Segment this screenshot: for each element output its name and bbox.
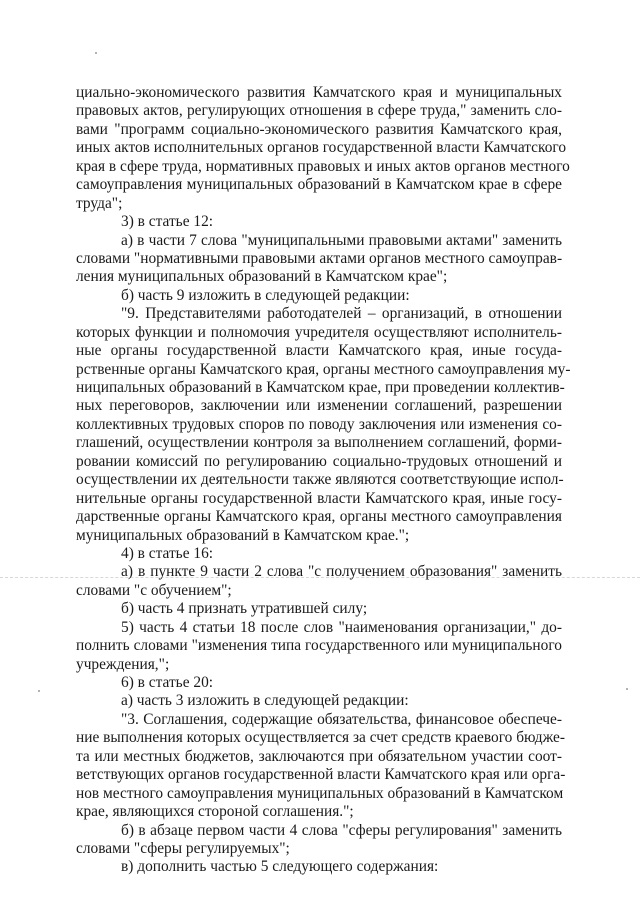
text-line: дарственные органы Камчатского края, органы местного самоуправления: [76, 508, 562, 526]
text-line: глашений, осуществлении контроля за выполнением соглашений, форми-: [76, 434, 562, 452]
scan-speck-left: [38, 690, 40, 692]
text-line: ления муниципальных образований в Камчатском крае";: [76, 268, 448, 286]
text-line: правовых актов, регулирующих отношения в сфере труда," заменить сло-: [76, 102, 562, 120]
text-line: муниципальных образований в Камчатском крае.";: [76, 526, 410, 544]
text-line: а) в части 7 слова "муниципальными правовыми актами" заменить: [121, 231, 562, 249]
text-line: б) в абзаце первом части 4 слова "сферы регулирования" заменить: [121, 821, 562, 839]
text-line: рственные органы Камчатского края, органы местного самоуправления му-: [76, 360, 571, 378]
text-line: а) в пункте 9 части 2 слова "с получением образования" заменить: [121, 563, 562, 581]
text-line: крае, являющихся стороной соглашения.";: [76, 803, 354, 821]
article-heading: 6) в статье 20:: [121, 674, 214, 691]
text-line: нов местного самоуправления муниципальных образований в Камчатском: [76, 784, 564, 802]
text-line: словами "нормативными правовыми актами органов местного самоуправ-: [76, 249, 563, 267]
article-heading: 4) в статье 16:: [121, 544, 214, 562]
text-line: ниципальных образований в Камчатском крае, при проведении коллектив-: [76, 379, 565, 396]
text-line: самоуправления муниципальных образований в Камчатском крае в сфере: [76, 176, 562, 194]
text-line: словами "сферы регулируемых";: [76, 839, 290, 857]
text-line: а) часть 3 изложить в следующей редакции:: [121, 692, 409, 710]
text-line: ные органы государственной власти Камчатского края, иные госуда-: [76, 342, 562, 360]
scan-speck-top: [95, 52, 97, 54]
text-line: "3. Соглашения, содержащие обязательства, финансовое обеспече-: [121, 710, 562, 728]
text-line: полнить словами "изменения типа государственного или муниципального: [76, 637, 562, 655]
text-line: словами "с обучением";: [76, 581, 232, 599]
text-line: осуществлении их деятельности также являются соответствующие испол-: [76, 471, 564, 489]
scan-speck-right: [626, 688, 628, 690]
text-line: 5) часть 4 статьи 18 после слов "наименования организации," до-: [121, 618, 562, 636]
text-line: "9. Представителями работодателей – организаций, в отношении: [121, 305, 562, 323]
text-line: вами "программ социально-экономического развития Камчатского края,: [76, 120, 562, 138]
text-line: которых функции и полномочия учредителя осуществляют исполнитель-: [76, 323, 562, 341]
document-page: [76, 84, 571, 877]
text-line: б) часть 4 признать утратившей силу;: [121, 600, 368, 618]
text-line: труда";: [76, 194, 123, 212]
text-line: ровании комиссий по регулированию социально-трудовых отношений и: [76, 452, 562, 470]
text-line: учреждения,";: [76, 655, 170, 673]
text-line: коллективных трудовых споров по поводу заключения или изменения со-: [76, 415, 562, 433]
text-line: ние выполнения которых осуществляется за счет средств краевого бюдже-: [76, 729, 565, 747]
text-line: циально-экономического развития Камчатского края и муниципальных: [76, 84, 562, 101]
text-line: в) дополнить частью 5 следующего содержания:: [121, 858, 439, 876]
text-line: иных актов исполнительных органов государственной власти Камчатского: [76, 139, 567, 157]
article-heading: 3) в статье 12:: [121, 213, 214, 231]
text-line: ветствующих органов государственной власти Камчатского края или орга-: [76, 766, 566, 784]
text-line: б) часть 9 изложить в следующей редакции:: [121, 286, 410, 304]
text-line: нительные органы государственной власти Камчатского края, иные госу-: [76, 489, 562, 507]
text-line: та или местных бюджетов, заключаются при обязательном участии соот-: [76, 747, 562, 765]
text-line: края в сфере труда, нормативных правовых и иных актов органов местного: [76, 157, 570, 175]
text-line: ных переговоров, заключении или изменении соглашений, разрешении: [76, 397, 562, 415]
